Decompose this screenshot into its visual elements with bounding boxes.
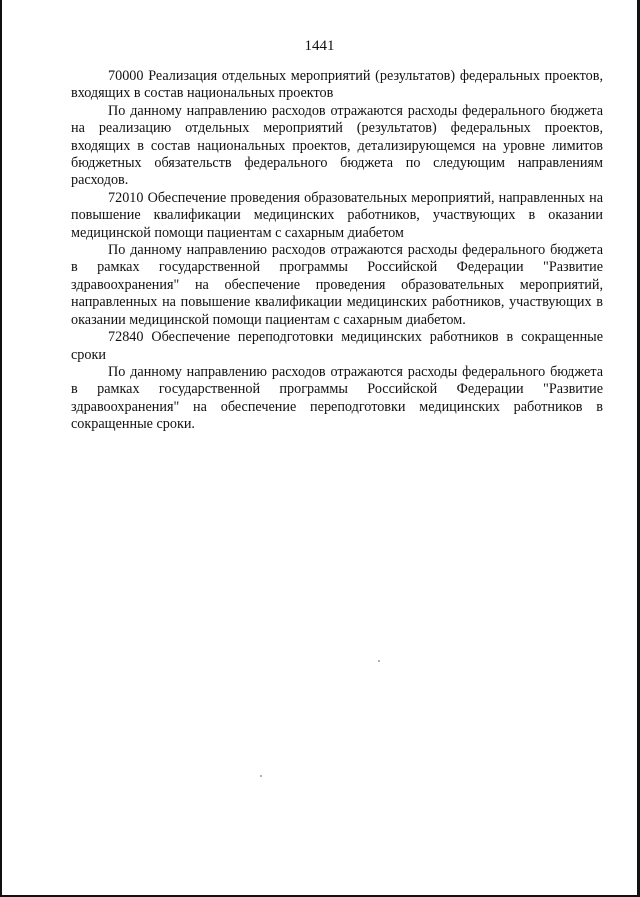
document-body [71, 68, 603, 434]
scan-speck [378, 660, 380, 662]
section-heading-70000: 70000 Реализация отдельных мероприятий (результатов) федеральных проектов, входящих в состав национальных проектов [71, 68, 603, 102]
section-heading-72010: 72010 Обеспечение проведения образовательных мероприятий, направленных на повышение квалификации медицинских работников, участвующих в оказании медицинской помощи пациентам с сахарным диабетом [71, 189, 603, 241]
section-description-72840: По данному направлению расходов отражаются расходы федерального бюджета в рамках государственной программы Российской Федерации "Развитие здравоохранения" на обеспечение переподготовки медицинских работников в сокращенные сроки. [71, 363, 603, 433]
section-heading-72840: 72840 Обеспечение переподготовки медицинских работников в сокращенные сроки [71, 329, 603, 363]
scan-speck [260, 775, 262, 777]
page-number: 1441 [304, 38, 335, 54]
section-description-70000: По данному направлению расходов отражаются расходы федерального бюджета на реализацию отдельных мероприятий (результатов) федеральных проектов, входящих в состав национальных проектов, детализирующемся на уровне лимитов бюджетных обязательств федерального бюджета по следующим направлениям расходов. [71, 102, 603, 189]
section-description-72010: По данному направлению расходов отражаются расходы федерального бюджета в рамках государственной программы Российской Федерации "Развитие здравоохранения" на обеспечение проведения образовательных мероприятий, направленных на повышение квалификации медицинских работников, участвующих в оказании медицинской помощи пациентам с сахарным диабетом. [71, 242, 603, 328]
